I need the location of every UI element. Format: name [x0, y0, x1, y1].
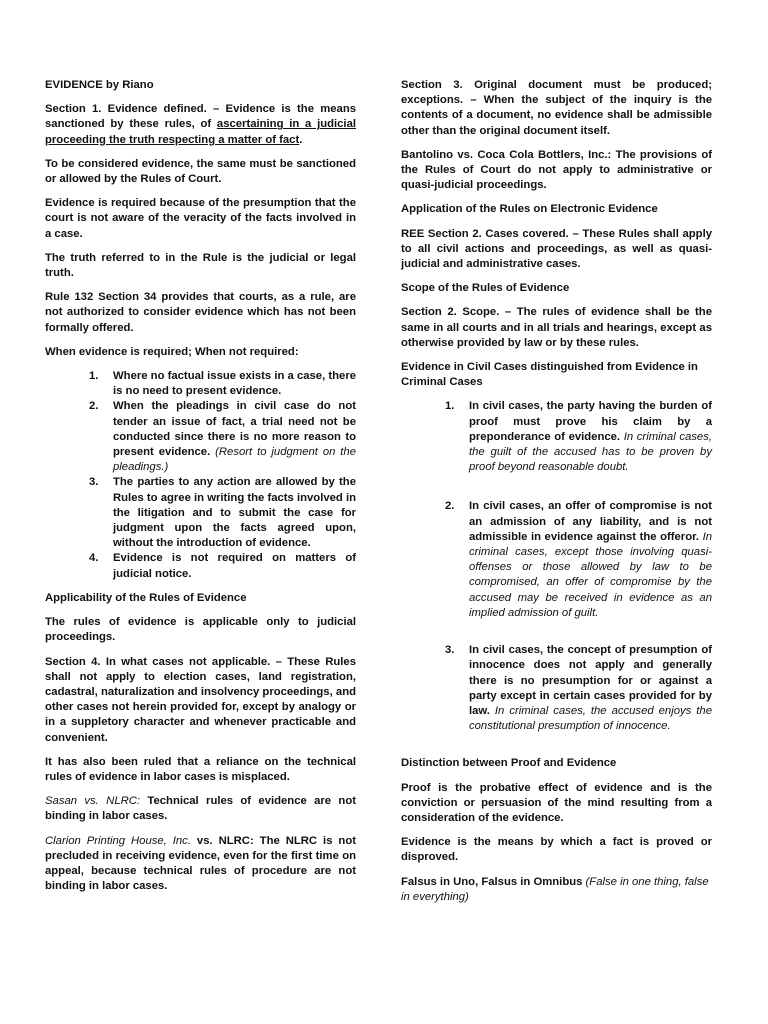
civil-criminal-list — [401, 399, 712, 734]
list-italic-text: In criminal cases, except those involving quasi-offenses or those allowed by law to be compromised, an offer of compromise by the accused may be received in evidence as an implied admission of guilt. — [469, 530, 712, 619]
list-number: 2. — [89, 400, 99, 413]
presumption-paragraph: Evidence is required because of the presumption that the court is not aware of the veracity of the facts involved in a case. — [45, 197, 356, 240]
section-1-end: . — [299, 133, 303, 146]
list-number: 2. — [445, 500, 455, 513]
judicial-truth-paragraph: The truth referred to in the Rule is the judicial or legal truth. — [45, 251, 356, 280]
section-1-underlined: ascertaining in a judicial proceeding the truth respecting a matter of fact — [45, 118, 356, 146]
sasan-paragraph — [45, 794, 356, 824]
list-item — [89, 399, 356, 475]
scope-paragraph: Section 2. Scope. – The rules of evidence shall be the same in all courts and in all trials and hearings, except as otherwise provided by law or by these rules. — [401, 306, 712, 349]
list-item — [89, 475, 356, 551]
section-1-text: Section 1. Evidence defined. – Evidence is the means sanctioned by these rules, of — [45, 103, 356, 131]
section-3-paragraph: Section 3. Original document must be produced; exceptions. – When the subject of the inquiry is the contents of a document, no evidence shall be admissible other than the original document itself. — [401, 79, 712, 137]
list-italic-text: In criminal cases, the accused enjoys the constitutional presumption of innocence. — [469, 704, 712, 733]
falsus-translation: (False in one thing, false in everything) — [401, 875, 709, 903]
rule-132-paragraph: Rule 132 Section 34 provides that courts, as a rule, are not authorized to consider evidence which has not been formally offered. — [45, 291, 356, 334]
list-text: The parties to any action are allowed by the Rules to agree in writing the facts involved in the litigation and to submit the case for judgment upon the facts agreed upon, without the introduction of evidence. — [113, 476, 356, 550]
list-number: 1. — [89, 370, 99, 383]
applicability-heading: Applicability of the Rules of Evidence — [45, 591, 247, 604]
proof-evidence-heading: Distinction between Proof and Evidence — [401, 757, 617, 770]
list-number: 1. — [445, 400, 455, 413]
bantolino-paragraph: Bantolino vs. Coca Cola Bottlers, Inc.: The provisions of the Rules of Court do not apply to administrative or quasi-judicial proceedings. — [401, 148, 712, 192]
list-number: 4. — [89, 552, 99, 565]
section-4-paragraph: Section 4. In what cases not applicable. – These Rules shall not apply to election cases, land registration, cadastral, naturalization and insolvency proceedings, and other cases not herein provided for, except by analogy or in a suppletory character and whenever practicable and convenient. — [45, 655, 356, 744]
proof-paragraph: Proof is the probative effect of evidence and is the conviction or persuasion of the mind resulting from a consideration of the evidence. — [401, 781, 712, 824]
when-required-list — [45, 369, 356, 582]
civil-criminal-heading: Evidence in Civil Cases distinguished from Evidence in Criminal Cases — [401, 361, 698, 389]
sasan-text: Technical rules of evidence are not binding in labor cases. — [45, 795, 356, 823]
list-text: Where no factual issue exists in a case, there is no need to present evidence. — [113, 370, 356, 398]
list-number: 3. — [445, 644, 455, 657]
left-column — [45, 78, 356, 903]
list-text: Evidence is not required on matters of judicial notice. — [113, 552, 356, 580]
sasan-case-name: Sasan vs. NLRC: — [45, 795, 141, 808]
evidence-means-paragraph: Evidence is the means by which a fact is proved or disproved. — [401, 836, 712, 864]
list-text: In civil cases, the party having the burden of proof must prove his claim by a preponderance of evidence. — [469, 400, 712, 443]
electronic-evidence-heading: Application of the Rules on Electronic Evidence — [401, 203, 658, 216]
clarion-paragraph — [45, 834, 356, 895]
list-text: When the pleadings in civil case do not tender an issue of fact, a trial need not be conducted since there is no more reason to present evidence. — [113, 400, 356, 459]
document-title: EVIDENCE by Riano — [45, 79, 154, 91]
list-number: 3. — [89, 476, 99, 489]
clarion-case-name: Clarion Printing House, Inc. — [45, 834, 191, 847]
list-item — [445, 399, 713, 475]
list-item — [89, 551, 356, 581]
labor-cases-paragraph: It has also been ruled that a reliance on the technical rules of evidence in labor cases is misplaced. — [45, 755, 356, 783]
list-item — [445, 499, 712, 621]
list-item — [89, 369, 356, 399]
list-italic-text: (Resort to judgment on the pleadings.) — [113, 446, 356, 474]
list-text: In civil cases, the concept of presumption of innocence does not apply and generally there is no presumption for or against a party except in certain cases provided for by law. — [469, 644, 712, 717]
list-text: In civil cases, an offer of compromise is not an admission of any liability, and is not admissible in evidence against the offeror. — [469, 500, 712, 543]
right-column — [401, 78, 712, 914]
list-item — [445, 643, 712, 734]
ree-paragraph: REE Section 2. Cases covered. – These Rules shall apply to all civil actions and proceedings, as well as quasi-judicial and administrative cases. — [401, 227, 712, 271]
scope-heading: Scope of the Rules of Evidence — [401, 282, 570, 295]
falsus-paragraph — [401, 875, 712, 905]
applicable-paragraph: The rules of evidence is applicable only to judicial proceedings. — [45, 616, 356, 644]
list-italic-text: In criminal cases, the guilt of the accused has to be proven by proof beyond reasonable doubt. — [469, 430, 713, 474]
clarion-text: vs. NLRC: The NLRC is not precluded in receiving evidence, even for the first time on appeal, because technical rules of procedure are not binding in labor cases. — [45, 834, 356, 893]
when-required-heading: When evidence is required; When not required: — [45, 345, 299, 358]
falsus-maxim: Falsus in Uno, Falsus in Omnibus — [401, 875, 583, 888]
considered-evidence-paragraph: To be considered evidence, the same must be sanctioned or allowed by the Rules of Court. — [45, 157, 356, 186]
section-1-paragraph — [45, 102, 356, 148]
